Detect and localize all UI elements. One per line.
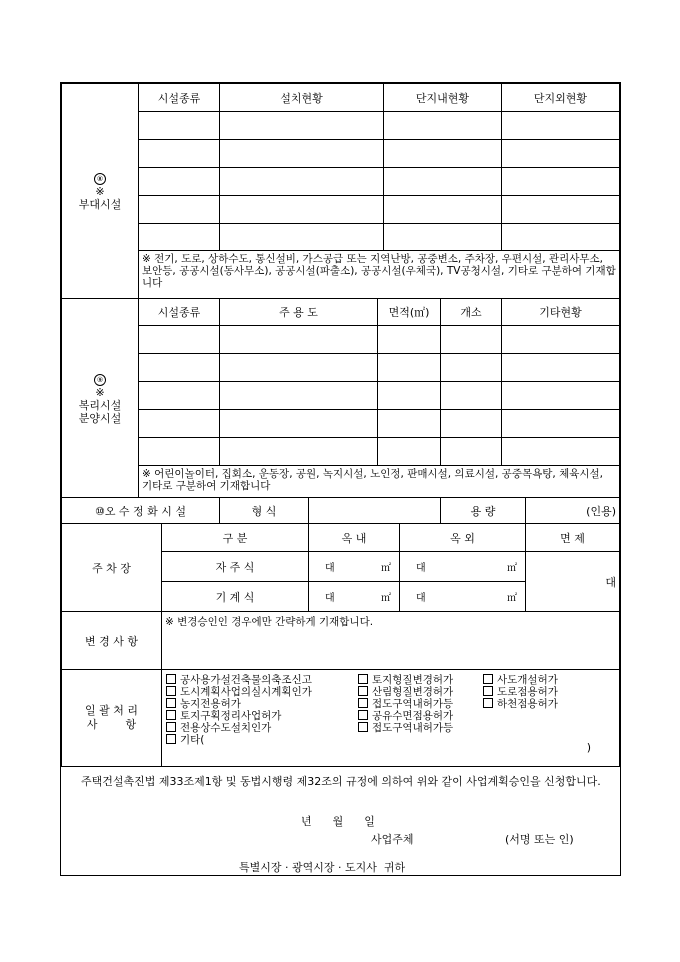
bulk-option-label: 산림형질변경허가 — [372, 686, 454, 698]
parking-label: 주 차 장 — [62, 524, 162, 612]
parking-exempt-value[interactable]: 대 — [526, 552, 620, 612]
bulk-col1 — [166, 674, 358, 746]
sec9-h0: 시설종류 — [139, 299, 220, 326]
sec9-cell[interactable] — [441, 326, 502, 354]
sec9-cell[interactable] — [139, 326, 220, 354]
bulk-option[interactable] — [483, 698, 578, 710]
sec9-cell[interactable] — [139, 382, 220, 410]
sec8-h3: 단지외현황 — [502, 84, 620, 112]
sec8-cell[interactable] — [384, 112, 502, 140]
footer-date[interactable]: 년 월 일 — [301, 815, 375, 828]
bulk-option[interactable] — [166, 698, 358, 710]
dae-unit: 대 — [325, 593, 335, 604]
dae-unit: 대 — [416, 563, 426, 574]
sec9-note: ※ 어린이놀이터, 집회소, 운동장, 공원, 녹지시설, 노인정, 판매시설, 의료시설, 공중목욕탕, 체육시설, 기타로 구분하여 기재합니다 — [139, 466, 620, 498]
sec9-cell[interactable] — [502, 354, 620, 382]
sec9-cell[interactable] — [139, 354, 220, 382]
sec8-cell[interactable] — [220, 224, 384, 251]
change-label: 변 경 사 항 — [62, 612, 162, 670]
bulk-option[interactable] — [166, 674, 358, 686]
sec9-label1: 복리시설 — [78, 398, 122, 412]
sec8-cell[interactable] — [384, 168, 502, 196]
sec9-h2: 면적(㎡) — [378, 299, 441, 326]
bulk-option[interactable] — [166, 710, 358, 722]
bulk-col2 — [358, 674, 483, 746]
parking-row-self: 자 주 식 — [162, 552, 309, 582]
parking-self-out[interactable] — [400, 552, 526, 582]
sec8-mark: ※ — [95, 185, 105, 198]
sec9-cell[interactable] — [378, 382, 441, 410]
m2-unit: ㎡ — [507, 563, 518, 574]
bulk-option-label: 하천점용허가 — [497, 698, 558, 710]
sec9-cell[interactable] — [502, 326, 620, 354]
checkbox[interactable] — [166, 710, 176, 720]
bulk-option[interactable] — [358, 722, 483, 734]
sec8-h1: 설치현황 — [220, 84, 384, 112]
bulk-label2: 사 항 — [86, 718, 137, 731]
sec9-cell[interactable] — [220, 354, 378, 382]
bulk-option[interactable] — [166, 734, 358, 746]
checkbox[interactable] — [358, 674, 368, 684]
sec8-cell[interactable] — [502, 140, 620, 168]
checkbox[interactable] — [166, 698, 176, 708]
bulk-option[interactable] — [358, 686, 483, 698]
bulk-option[interactable] — [358, 698, 483, 710]
sec8-cell[interactable] — [502, 196, 620, 224]
sec9-num: ⑨ — [94, 374, 106, 386]
sec9-cell[interactable] — [441, 382, 502, 410]
bulk-option-label: 도시계획사업의실시계획인가 — [180, 686, 312, 698]
sec9-cell[interactable] — [378, 410, 441, 438]
checkbox[interactable] — [483, 674, 493, 684]
change-text[interactable]: ※ 변경승인인 경우에만 간략하게 기재합니다. — [162, 612, 620, 670]
bulk-option[interactable] — [166, 722, 358, 734]
sec8-cell[interactable] — [220, 140, 384, 168]
sec8-label-cell — [62, 84, 139, 299]
checkbox[interactable] — [483, 698, 493, 708]
sec9-cell[interactable] — [502, 382, 620, 410]
sec8-h0: 시설종류 — [139, 84, 220, 112]
application-form — [60, 82, 621, 876]
footer — [61, 767, 620, 877]
footer-addressee: 특별시장 · 광역시장 · 도지사 귀하 — [239, 861, 406, 874]
footer-applicant: 사업주체 — [371, 833, 414, 846]
parking-row-mech: 기 계 식 — [162, 582, 309, 612]
parking-self-in[interactable] — [309, 552, 400, 582]
sec8-label: 부대시설 — [78, 198, 122, 211]
bulk-option-label: 공유수면점용허가 — [372, 710, 454, 722]
checkbox[interactable] — [166, 674, 176, 684]
sec8-cell[interactable] — [502, 112, 620, 140]
checkbox[interactable] — [166, 734, 176, 744]
bulk-option[interactable] — [483, 686, 578, 698]
bulk-option[interactable] — [483, 674, 578, 686]
parking-table — [61, 497, 620, 612]
bulk-option-label: 기타( — [180, 734, 205, 746]
bulk-option-label: 토지구획정리사업허가 — [180, 710, 282, 722]
sec9-cell[interactable] — [441, 354, 502, 382]
sec8-cell[interactable] — [502, 168, 620, 196]
checkbox[interactable] — [166, 722, 176, 732]
footer-sign[interactable]: (서명 또는 인) — [505, 833, 574, 846]
sewage-capacity-label: 용 량 — [441, 498, 526, 524]
sec9-cell[interactable] — [220, 382, 378, 410]
sec8-cell[interactable] — [139, 224, 220, 251]
sec8-cell[interactable] — [502, 224, 620, 251]
sec8-h2: 단지내현황 — [384, 84, 502, 112]
sec9-cell[interactable] — [378, 326, 441, 354]
sec8-cell[interactable] — [139, 112, 220, 140]
sec9-cell[interactable] — [502, 438, 620, 466]
bulk-option[interactable] — [358, 710, 483, 722]
sewage-unit: (인용) — [526, 498, 620, 524]
footer-statement: 주택건설촉진법 제33조제1항 및 동법시행령 제32조의 규정에 의하여 위와 같이 사업계획승인을 신청합니다. — [81, 775, 601, 788]
sec9-label-cell — [62, 299, 139, 498]
sec8-table — [61, 83, 620, 299]
m2-unit: ㎡ — [381, 593, 392, 604]
bulk-label1: 일 괄 처 리 — [85, 704, 138, 717]
sec9-label2: 분양시설 — [78, 411, 122, 425]
checkbox[interactable] — [358, 698, 368, 708]
bulk-option-label: 공사용가설건축물의축조신고 — [180, 674, 312, 686]
checkbox[interactable] — [358, 710, 368, 720]
sec8-cell[interactable] — [384, 140, 502, 168]
bulk-option-label: 접도구역내허가등 — [372, 698, 454, 710]
bulk-label-cell — [62, 670, 162, 767]
checkbox[interactable] — [166, 686, 176, 696]
change-bulk-table — [61, 611, 620, 767]
sec9-cell[interactable] — [441, 438, 502, 466]
bulk-option[interactable] — [166, 686, 358, 698]
checkbox[interactable] — [358, 686, 368, 696]
sec8-cell[interactable] — [384, 224, 502, 251]
sec8-note: ※ 전기, 도로, 상하수도, 통신설비, 가스공급 또는 지역난방, 공중변소, 주차장, 우편시설, 관리사무소, 보안등, 공공시설(동사무소), 공공시설(파출소), 공공시설(우체국), TV공청시설, 기타로 구분하여 기재합니다 — [139, 251, 620, 299]
sec9-h3: 개소 — [441, 299, 502, 326]
bulk-options — [162, 670, 620, 767]
sec9-cell[interactable] — [441, 410, 502, 438]
parking-h-div: 구 분 — [162, 524, 309, 552]
sewage-label: ⑩오 수 정 화 시 설 — [62, 498, 220, 524]
sec9-cell[interactable] — [378, 354, 441, 382]
sec9-cell[interactable] — [220, 326, 378, 354]
checkbox[interactable] — [483, 686, 493, 696]
sec9-mark: ※ — [95, 385, 105, 399]
sec8-cell[interactable] — [139, 168, 220, 196]
sec9-cell[interactable] — [220, 438, 378, 466]
sec8-cell[interactable] — [220, 112, 384, 140]
sec9-cell[interactable] — [502, 410, 620, 438]
bulk-option-label: 도로점용허가 — [497, 686, 558, 698]
checkbox[interactable] — [358, 722, 368, 732]
bulk-col3 — [483, 674, 578, 746]
sewage-type-label: 형 식 — [220, 498, 309, 524]
m2-unit: ㎡ — [381, 563, 392, 574]
bulk-option[interactable] — [358, 674, 483, 686]
sec8-cell[interactable] — [220, 168, 384, 196]
bulk-option-label: 토지형질변경허가 — [372, 674, 454, 686]
dae-unit: 대 — [325, 563, 335, 574]
parking-mech-out[interactable] — [400, 582, 526, 612]
bulk-option-label: 사도개설허가 — [497, 674, 558, 686]
bulk-close-paren: ) — [586, 741, 591, 754]
parking-h-out: 옥 외 — [400, 524, 526, 552]
dae-unit: 대 — [416, 593, 426, 604]
bulk-option-label: 전용상수도설치인가 — [180, 722, 272, 734]
sec9-cell[interactable] — [139, 410, 220, 438]
parking-h-in: 옥 내 — [309, 524, 400, 552]
sec8-cell[interactable] — [220, 196, 384, 224]
parking-mech-in[interactable] — [309, 582, 400, 612]
sec8-cell[interactable] — [384, 196, 502, 224]
sec9-table — [61, 298, 620, 498]
parking-h-exempt: 면 제 — [526, 524, 620, 552]
sec9-cell[interactable] — [139, 438, 220, 466]
sec8-cell[interactable] — [139, 140, 220, 168]
bulk-option-label: 접도구역내허가등 — [372, 722, 454, 734]
sec9-cell[interactable] — [220, 410, 378, 438]
sec9-cell[interactable] — [378, 438, 441, 466]
m2-unit: ㎡ — [507, 593, 518, 604]
sec9-h1: 주 용 도 — [220, 299, 378, 326]
sec8-num: ⑧ — [94, 173, 106, 185]
sec9-h4: 기타현황 — [502, 299, 620, 326]
bulk-option-label: 농지전용허가 — [180, 698, 241, 710]
sec8-cell[interactable] — [139, 196, 220, 224]
sewage-type-value[interactable] — [309, 498, 441, 524]
